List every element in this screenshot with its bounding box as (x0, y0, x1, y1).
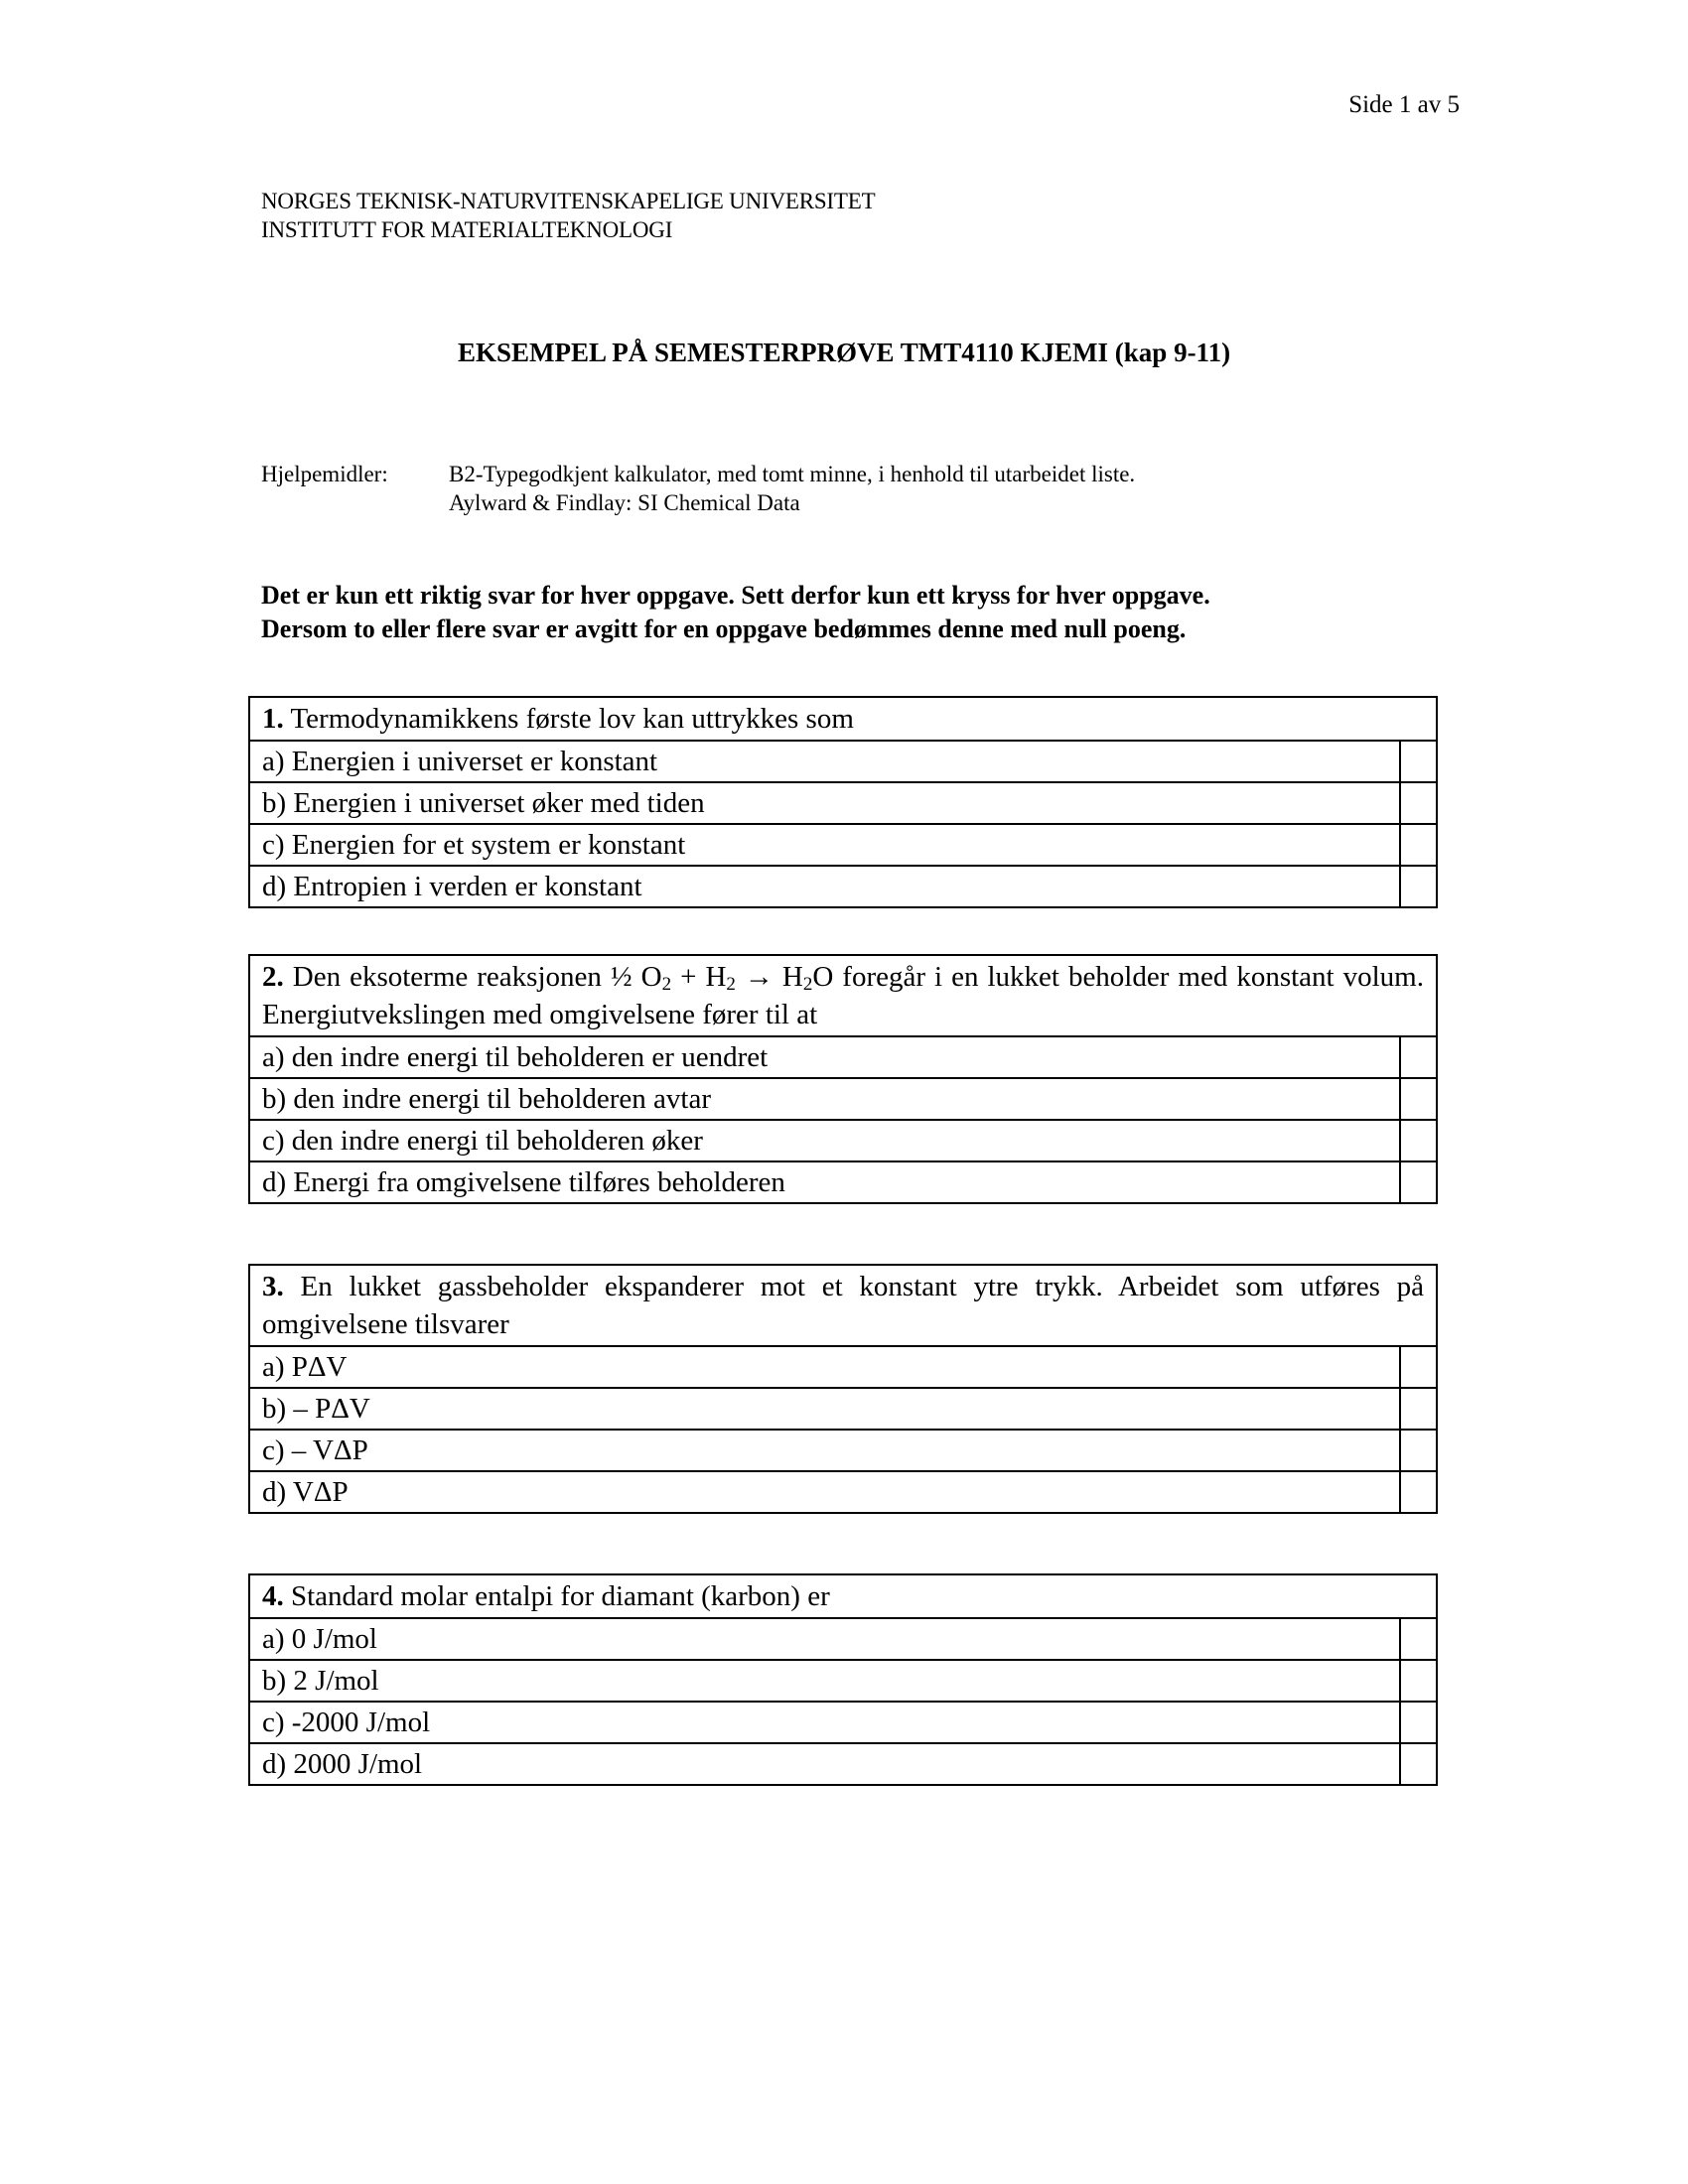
answer-option (250, 1347, 1436, 1389)
answer-option (250, 1619, 1436, 1661)
option-label: c) – VΔP (262, 1434, 368, 1466)
answer-option (250, 1744, 1436, 1784)
question-number: 1. (262, 703, 284, 735)
instruction-line: Dersom to eller flere svar er avgitt for en oppgave bedømmes denne med null poeng. (261, 614, 1187, 643)
university-name: NORGES TEKNISK-NATURVITENSKAPELIGE UNIVERSITET (261, 189, 876, 213)
question-text: O foregår i en lukket beholder med konstant volum. Energiutvekslingen med omgivelsene fører til at (262, 961, 1424, 1030)
question-3 (248, 1264, 1438, 1514)
answer-option (250, 783, 1436, 825)
institute-name: INSTITUTT FOR MATERIALTEKNOLOGI (261, 217, 673, 242)
answer-checkbox[interactable] (1399, 1744, 1436, 1784)
question-2 (248, 954, 1438, 1204)
question-number: 4. (262, 1580, 284, 1612)
answer-checkbox[interactable] (1399, 783, 1436, 823)
option-label: a) den indre energi til beholderen er uendret (262, 1041, 769, 1073)
option-label: c) Energien for et system er konstant (262, 829, 686, 861)
question-text: En lukket gassbeholder ekspanderer mot et konstant ytre trykk. Arbeidet som utføres på omgivelsene tilsvarer (262, 1271, 1425, 1340)
answer-option (250, 1037, 1436, 1079)
option-label: d) Entropien i verden er konstant (262, 871, 642, 902)
aids-item: B2-Typegodkjent kalkulator, med tomt minne, i henhold til utarbeidet liste. (449, 462, 1136, 486)
question-1 (248, 696, 1438, 908)
answer-checkbox[interactable] (1399, 1347, 1436, 1387)
answer-option (250, 1079, 1436, 1121)
question-header (250, 956, 1436, 1037)
question-header (250, 698, 1436, 742)
answer-option (250, 1661, 1436, 1703)
option-label: b) – PΔV (262, 1393, 370, 1425)
answer-checkbox[interactable] (1399, 1661, 1436, 1701)
answer-checkbox[interactable] (1399, 1121, 1436, 1160)
question-text: Termodynamikkens første lov kan uttrykkes som (290, 703, 854, 735)
question-number: 3. (262, 1271, 284, 1302)
option-label: b) Energien i universet øker med tiden (262, 787, 705, 819)
option-label: a) Energien i universet er konstant (262, 746, 658, 777)
answer-checkbox[interactable] (1399, 1162, 1436, 1202)
question-number: 2. (262, 961, 284, 993)
answer-option (250, 1703, 1436, 1744)
question-text: + H (671, 961, 727, 993)
aids-label: Hjelpemidler: (261, 462, 388, 486)
question-header (250, 1266, 1436, 1347)
question-header (250, 1575, 1436, 1619)
answer-checkbox[interactable] (1399, 1472, 1436, 1512)
question-text: → H (735, 961, 803, 993)
answer-option (250, 1162, 1436, 1202)
subscript: 2 (661, 974, 672, 995)
option-label: b) den indre energi til beholderen avtar (262, 1083, 712, 1115)
answer-checkbox[interactable] (1399, 1431, 1436, 1470)
answer-checkbox[interactable] (1399, 1079, 1436, 1119)
page-number: Side 1 av 5 (1348, 91, 1460, 118)
answer-checkbox[interactable] (1399, 1619, 1436, 1659)
option-label: d) 2000 J/mol (262, 1748, 423, 1780)
aids-item: Aylward & Findlay: SI Chemical Data (449, 490, 800, 515)
answer-option (250, 867, 1436, 906)
answer-option (250, 1389, 1436, 1431)
page-title: EKSEMPEL PÅ SEMESTERPRØVE TMT4110 KJEMI (kap 9-11) (457, 338, 1231, 367)
subscript: 2 (726, 974, 736, 995)
instructions (261, 579, 1210, 646)
option-label: c) -2000 J/mol (262, 1706, 431, 1738)
answer-checkbox[interactable] (1399, 1703, 1436, 1742)
answer-option (250, 825, 1436, 867)
option-label: c) den indre energi til beholderen øker (262, 1125, 703, 1157)
answer-option (250, 742, 1436, 783)
question-text: Den eksoterme reaksjonen ½ O (292, 961, 662, 993)
option-label: a) 0 J/mol (262, 1623, 377, 1655)
option-label: d) VΔP (262, 1476, 349, 1508)
answer-checkbox[interactable] (1399, 742, 1436, 781)
answer-option (250, 1472, 1436, 1512)
answer-checkbox[interactable] (1399, 867, 1436, 906)
question-4 (248, 1573, 1438, 1786)
institution-header (261, 187, 875, 244)
answer-option (250, 1431, 1436, 1472)
option-label: b) 2 J/mol (262, 1665, 379, 1697)
subscript: 2 (802, 974, 813, 995)
question-text: Standard molar entalpi for diamant (karbon) er (291, 1580, 830, 1612)
option-label: d) Energi fra omgivelsene tilføres beholderen (262, 1166, 785, 1198)
answer-checkbox[interactable] (1399, 825, 1436, 865)
answer-checkbox[interactable] (1399, 1389, 1436, 1429)
answer-option (250, 1121, 1436, 1162)
aids-list (449, 460, 1135, 517)
answer-checkbox[interactable] (1399, 1037, 1436, 1077)
instruction-line: Det er kun ett riktig svar for hver oppgave. Sett derfor kun ett kryss for hver oppgave. (261, 581, 1210, 610)
option-label: a) PΔV (262, 1351, 348, 1383)
